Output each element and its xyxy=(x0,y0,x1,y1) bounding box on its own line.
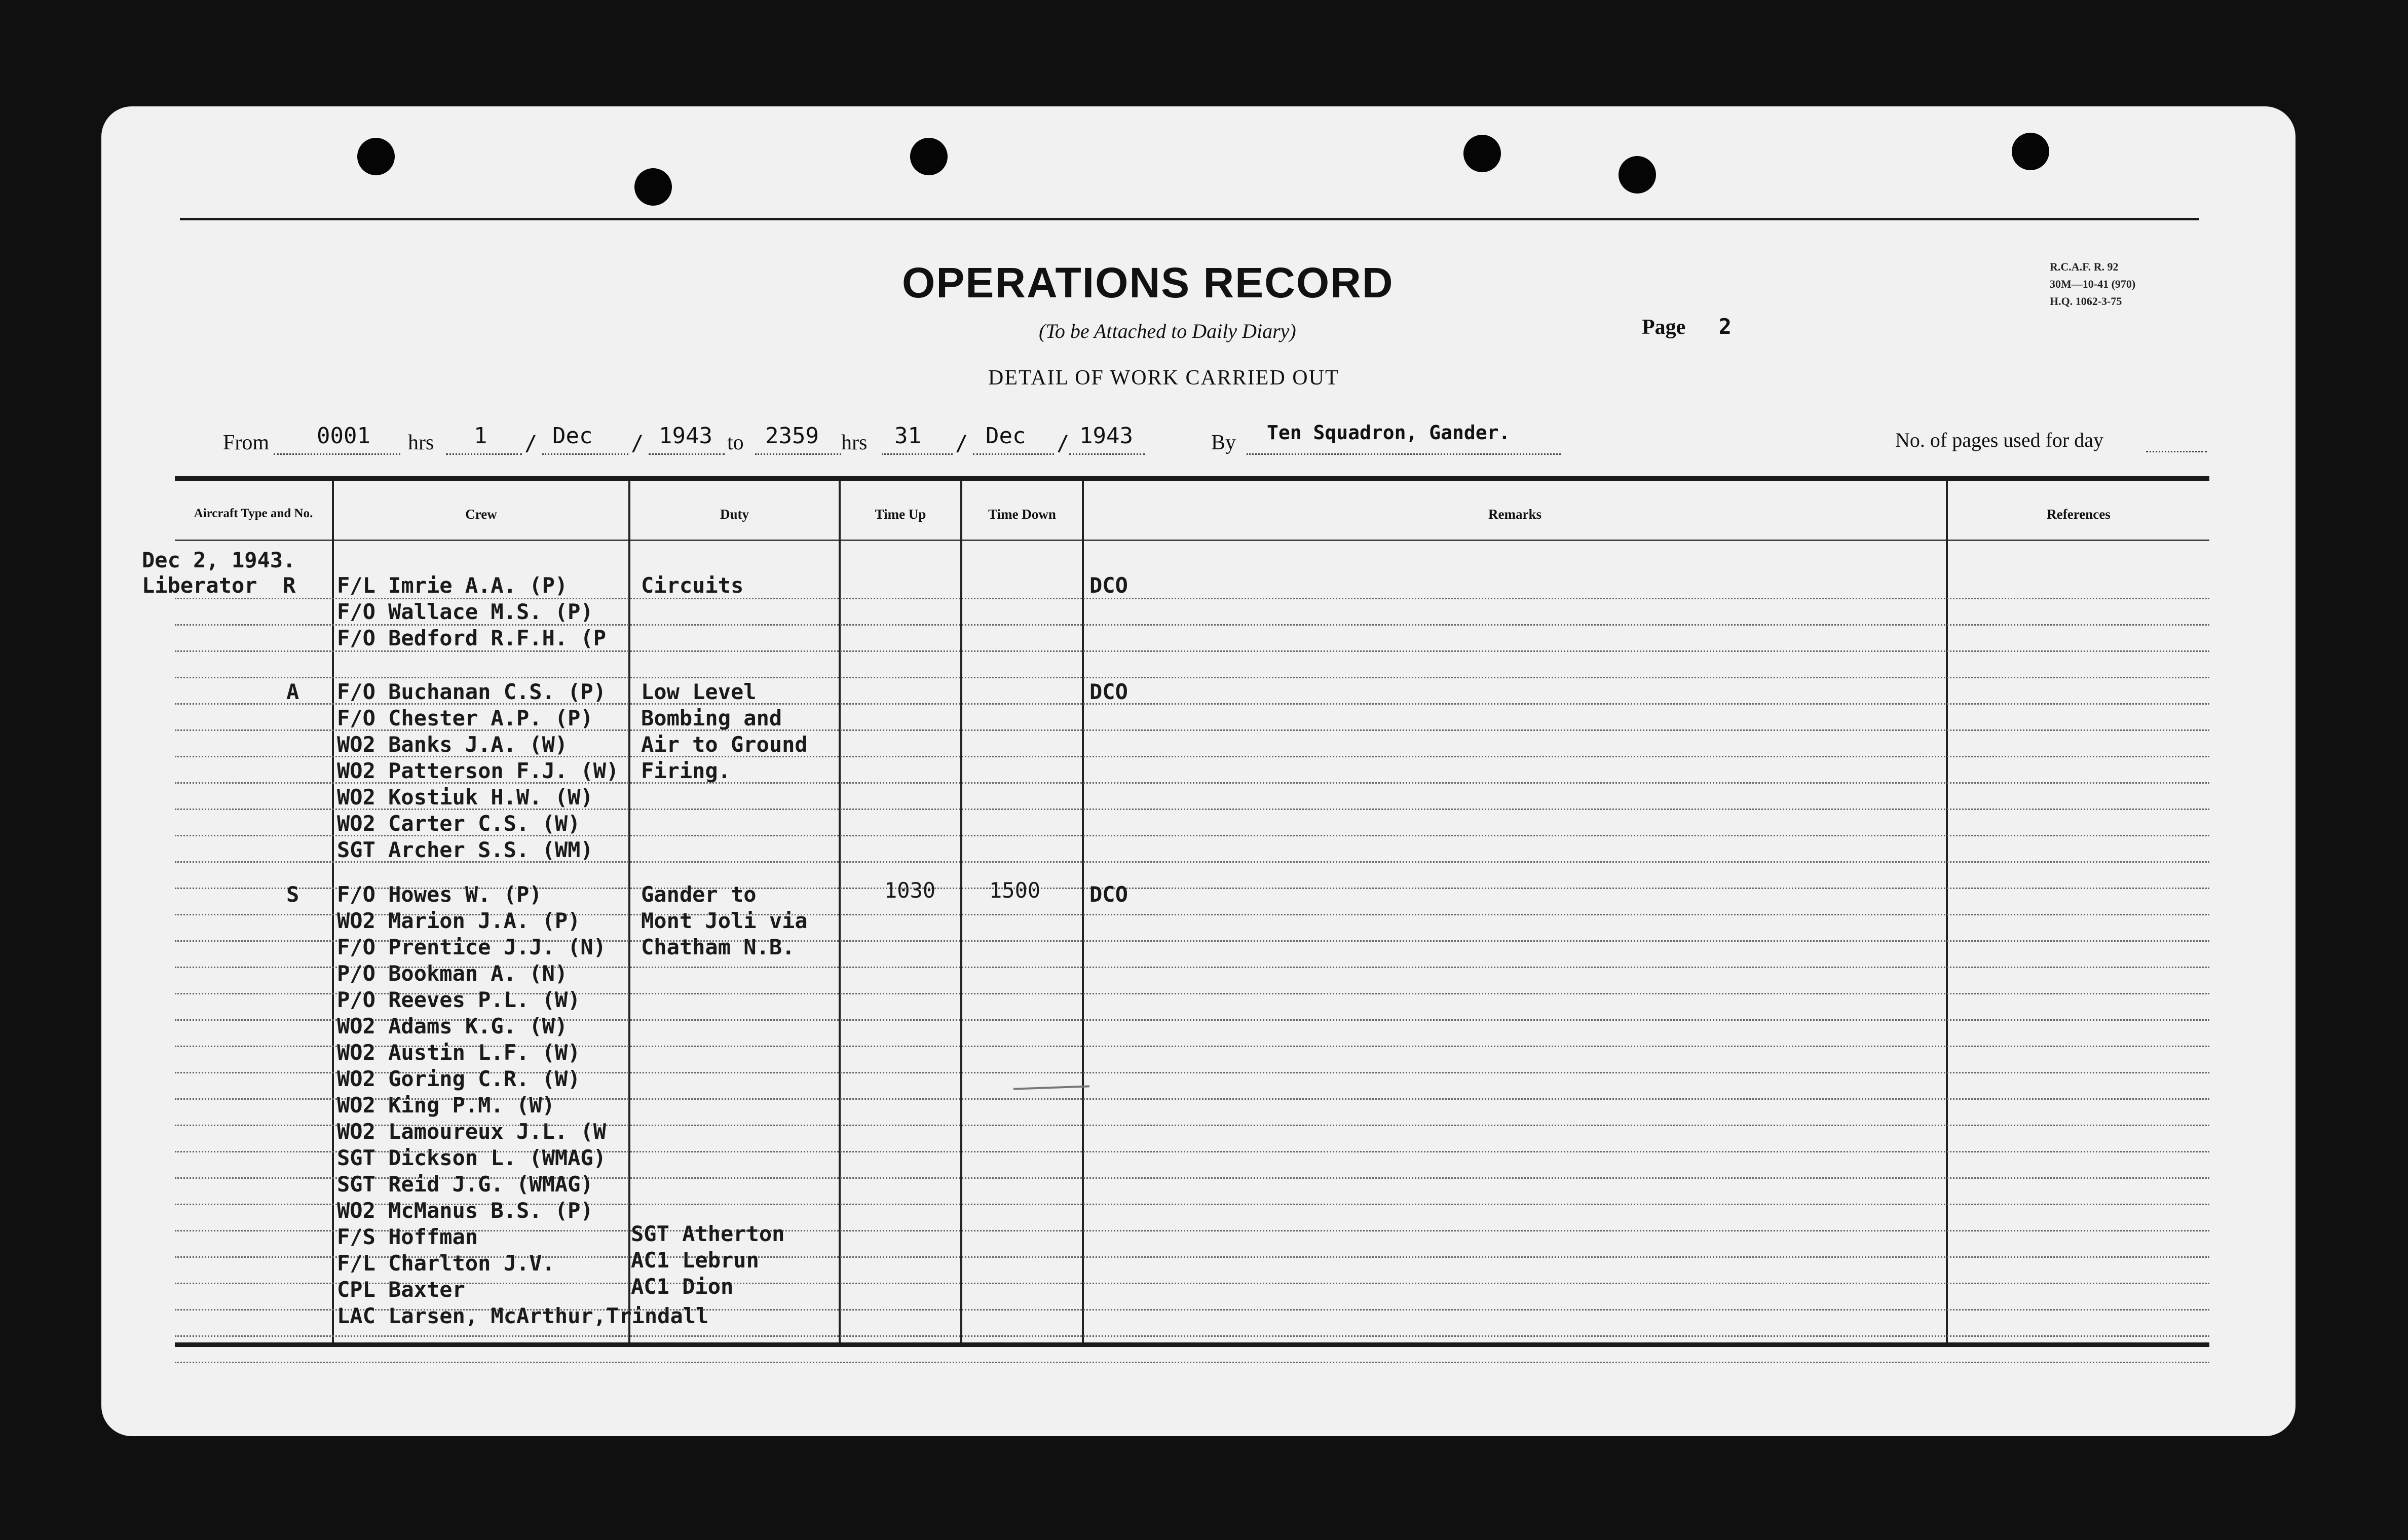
crew-line: WO2 Kostiuk H.W. (W) xyxy=(337,785,593,810)
from-year-line xyxy=(649,453,725,455)
aircraft-r: Liberator R xyxy=(142,573,296,598)
crew-line: WO2 Austin L.F. (W) xyxy=(337,1040,581,1065)
crew-line: SGT Dickson L. (WMAG) xyxy=(337,1145,607,1170)
crew-line: F/O Prentice J.J. (N) xyxy=(337,935,607,959)
crew-line: F/L Imrie A.A. (P) xyxy=(337,573,568,598)
from-day-line xyxy=(446,453,522,455)
crew-line: WO2 Goring C.R. (W) xyxy=(337,1066,581,1091)
by-value: Ten Squadron, Gander. xyxy=(1267,421,1511,444)
punch-hole xyxy=(910,138,948,175)
crew-line: P/O Reeves P.L. (W) xyxy=(337,987,581,1012)
punch-hole xyxy=(634,168,672,206)
crew-line: CPL Baxter xyxy=(337,1277,465,1302)
to-year-line xyxy=(1069,453,1145,455)
column-header-aircraft: Aircraft Type and No. xyxy=(194,507,313,520)
hrs-label: hrs xyxy=(408,431,434,454)
punch-hole xyxy=(2012,133,2049,170)
remarks-r: DCO xyxy=(1089,573,1128,598)
slash: / xyxy=(631,431,644,455)
row-line xyxy=(175,1283,2209,1284)
form-code-line: R.C.A.F. R. 92 xyxy=(2050,260,2119,273)
duty-line: AC1 Lebrun xyxy=(631,1248,759,1273)
column-header-remarks: Remarks xyxy=(1488,507,1541,522)
to-time-line xyxy=(755,453,841,455)
row-line xyxy=(175,1362,2209,1363)
pen-mark xyxy=(1013,1085,1089,1090)
crew-line: F/O Bedford R.F.H. (P xyxy=(337,626,607,650)
duty-line: Bombing and xyxy=(641,706,782,730)
crew-line: WO2 Marion J.A. (P) xyxy=(337,908,581,933)
pages-used-line xyxy=(2146,451,2207,452)
table-bottom-rule xyxy=(175,1342,2209,1347)
punch-hole xyxy=(1463,135,1501,172)
hrs-label: hrs xyxy=(841,431,868,454)
crew-line: WO2 Patterson F.J. (W) xyxy=(337,758,619,783)
from-year: 1943 xyxy=(659,423,712,449)
column-header-time-up: Time Up xyxy=(875,507,926,522)
from-time: 0001 xyxy=(317,423,370,449)
from-month: Dec xyxy=(552,423,593,449)
duty-line: AC1 Dion xyxy=(631,1274,734,1299)
form-title: OPERATIONS RECORD xyxy=(902,259,1394,306)
by-line xyxy=(1247,453,1561,455)
form-subtitle: (To be Attached to Daily Diary) xyxy=(1039,320,1296,342)
crew-line: F/O Wallace M.S. (P) xyxy=(337,599,593,624)
page-number xyxy=(1642,314,1732,339)
remarks-s: DCO xyxy=(1089,882,1128,907)
to-month: Dec xyxy=(986,423,1026,449)
time-up-s: 1030 xyxy=(884,878,936,903)
crew-line: SGT Reid J.G. (WMAG) xyxy=(337,1172,593,1197)
column-divider xyxy=(960,481,962,1342)
table-top-rule xyxy=(175,476,2209,481)
crew-line: WO2 Adams K.G. (W) xyxy=(337,1014,568,1038)
to-month-line xyxy=(973,453,1054,455)
aircraft-s: S xyxy=(286,882,299,907)
aircraft-a: A xyxy=(286,679,299,704)
duty-line: Chatham N.B. xyxy=(641,935,795,959)
row-line xyxy=(175,677,2209,678)
operations-record-card xyxy=(101,106,2296,1436)
duty-line: Firing. xyxy=(641,758,731,783)
form-code xyxy=(2050,258,2135,310)
crew-line: F/O Buchanan C.S. (P) xyxy=(337,679,607,704)
crew-line: WO2 Carter C.S. (W) xyxy=(337,811,581,836)
duty-line: Mont Joli via xyxy=(641,908,808,933)
duty-line: Gander to xyxy=(641,882,757,907)
column-divider xyxy=(1946,481,1948,1342)
crew-line: WO2 Lamoureux J.L. (W xyxy=(337,1119,607,1144)
crew-line: LAC Larsen, McArthur,Trindall xyxy=(337,1303,709,1328)
slash: / xyxy=(1057,431,1070,455)
crew-line: F/O Howes W. (P) xyxy=(337,882,542,907)
from-time-line xyxy=(274,453,400,455)
header-underline xyxy=(175,540,2209,541)
by-label: By xyxy=(1211,431,1236,454)
column-header-time-down: Time Down xyxy=(988,507,1056,522)
row-line xyxy=(175,1335,2209,1337)
row-line xyxy=(175,1230,2209,1231)
crew-line: F/O Chester A.P. (P) xyxy=(337,706,593,730)
crew-line: WO2 McManus B.S. (P) xyxy=(337,1198,593,1223)
from-month-line xyxy=(542,453,628,455)
slash: / xyxy=(524,431,538,455)
page-value: 2 xyxy=(1718,314,1732,339)
duty-line: Air to Ground xyxy=(641,732,808,757)
column-header-duty: Duty xyxy=(720,507,749,522)
crew-line: WO2 King P.M. (W) xyxy=(337,1093,555,1118)
punch-hole xyxy=(1619,156,1656,194)
column-header-crew: Crew xyxy=(465,507,497,522)
crew-line: P/O Bookman A. (N) xyxy=(337,961,568,986)
form-code-line: 30M—10-41 (970) xyxy=(2050,278,2136,290)
to-label: to xyxy=(727,431,744,454)
column-divider xyxy=(1082,481,1084,1342)
column-header-references: References xyxy=(2047,507,2111,522)
column-divider xyxy=(839,481,841,1342)
crew-line: F/L Charlton J.V. xyxy=(337,1251,555,1276)
duty-line: SGT Atherton xyxy=(631,1221,785,1246)
slash: / xyxy=(955,431,968,455)
duty-line: Low Level xyxy=(641,679,757,704)
to-day: 31 xyxy=(894,423,921,449)
punch-hole xyxy=(357,138,395,175)
pages-used-label: No. of pages used for day xyxy=(1895,429,2103,451)
to-time: 2359 xyxy=(765,423,819,449)
crew-line: F/S Hoffman xyxy=(337,1224,478,1249)
to-day-line xyxy=(882,453,953,455)
duty-r: Circuits xyxy=(641,573,744,598)
column-divider xyxy=(332,481,334,1342)
from-day: 1 xyxy=(474,423,487,449)
page-label: Page xyxy=(1642,316,1686,339)
column-divider xyxy=(628,481,630,1342)
time-down-s: 1500 xyxy=(989,878,1041,903)
top-rule xyxy=(180,218,2199,220)
remarks-a: DCO xyxy=(1089,679,1128,704)
entry-date: Dec 2, 1943. xyxy=(142,548,296,572)
crew-line: WO2 Banks J.A. (W) xyxy=(337,732,568,757)
form-code-line: H.Q. 1062-3-75 xyxy=(2050,295,2122,307)
form-detail-heading: DETAIL OF WORK CARRIED OUT xyxy=(988,366,1339,390)
to-year: 1943 xyxy=(1079,423,1133,449)
crew-line: SGT Archer S.S. (WM) xyxy=(337,837,593,862)
from-label: From xyxy=(223,431,270,454)
